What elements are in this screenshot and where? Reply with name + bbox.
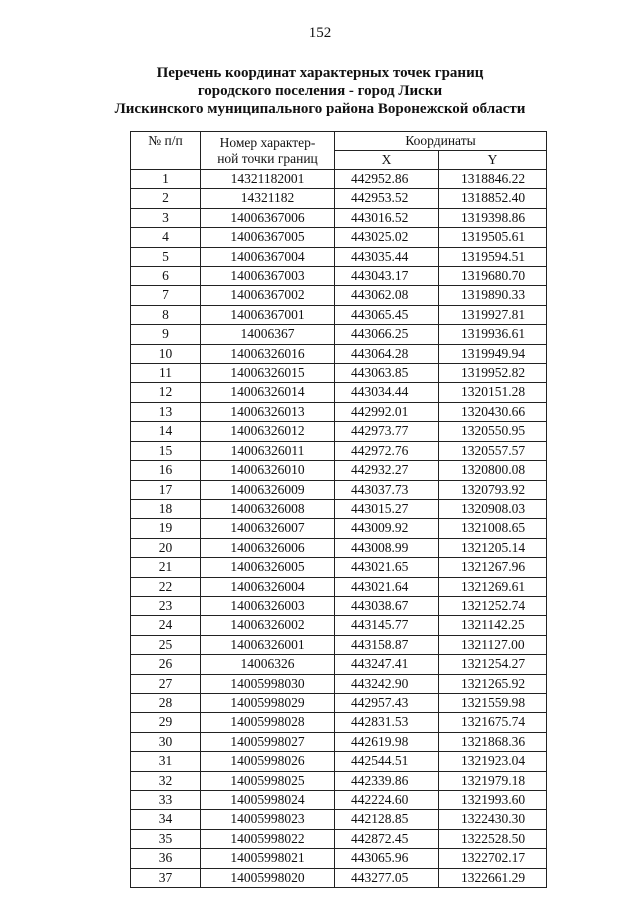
table-row <box>131 228 547 247</box>
cell-x: 442872.45 <box>335 829 439 848</box>
cell-x: 443021.65 <box>335 558 439 577</box>
cell-row-number: 11 <box>131 364 201 383</box>
cell-point-number: 14005998027 <box>201 732 335 751</box>
cell-row-number: 29 <box>131 713 201 732</box>
table-row <box>131 441 547 460</box>
header-point-number <box>201 132 335 170</box>
cell-x: 443063.85 <box>335 364 439 383</box>
cell-row-number: 18 <box>131 499 201 518</box>
cell-y: 1321923.04 <box>439 752 547 771</box>
header-row-number: № п/п <box>131 132 201 170</box>
cell-y: 1319890.33 <box>439 286 547 305</box>
cell-row-number: 26 <box>131 655 201 674</box>
table-row <box>131 810 547 829</box>
cell-row-number: 9 <box>131 325 201 344</box>
table-row <box>131 868 547 887</box>
cell-x: 442224.60 <box>335 791 439 810</box>
cell-row-number: 8 <box>131 305 201 324</box>
cell-row-number: 25 <box>131 635 201 654</box>
cell-y: 1321675.74 <box>439 713 547 732</box>
table-header <box>131 132 547 170</box>
cell-row-number: 5 <box>131 247 201 266</box>
table-row <box>131 655 547 674</box>
cell-row-number: 1 <box>131 170 201 189</box>
cell-y: 1321267.96 <box>439 558 547 577</box>
cell-x: 443008.99 <box>335 538 439 557</box>
cell-y: 1321265.92 <box>439 674 547 693</box>
cell-x: 442972.76 <box>335 441 439 460</box>
cell-y: 1319952.82 <box>439 364 547 383</box>
cell-x: 443009.92 <box>335 519 439 538</box>
cell-row-number: 6 <box>131 267 201 286</box>
cell-point-number: 14006326001 <box>201 635 335 654</box>
cell-x: 442952.86 <box>335 170 439 189</box>
cell-x: 442957.43 <box>335 693 439 712</box>
cell-point-number: 14006326006 <box>201 538 335 557</box>
table-row <box>131 170 547 189</box>
table-row <box>131 461 547 480</box>
table-row <box>131 286 547 305</box>
table-row <box>131 674 547 693</box>
cell-row-number: 13 <box>131 402 201 421</box>
table-row <box>131 771 547 790</box>
cell-row-number: 31 <box>131 752 201 771</box>
page-number: 152 <box>308 25 332 41</box>
cell-row-number: 2 <box>131 189 201 208</box>
table-row <box>131 344 547 363</box>
cell-row-number: 21 <box>131 558 201 577</box>
table-row <box>131 538 547 557</box>
cell-row-number: 16 <box>131 461 201 480</box>
table-row <box>131 305 547 324</box>
cell-row-number: 27 <box>131 674 201 693</box>
cell-x: 443035.44 <box>335 247 439 266</box>
cell-point-number: 14005998026 <box>201 752 335 771</box>
cell-y: 1319398.86 <box>439 208 547 227</box>
table-row <box>131 596 547 615</box>
cell-point-number: 14006326 <box>201 655 335 674</box>
cell-y: 1319680.70 <box>439 267 547 286</box>
cell-y: 1321979.18 <box>439 771 547 790</box>
table-row <box>131 752 547 771</box>
cell-row-number: 4 <box>131 228 201 247</box>
table-row <box>131 693 547 712</box>
cell-y: 1319594.51 <box>439 247 547 266</box>
cell-x: 443034.44 <box>335 383 439 402</box>
cell-x: 442953.52 <box>335 189 439 208</box>
cell-x: 442619.98 <box>335 732 439 751</box>
cell-x: 443037.73 <box>335 480 439 499</box>
cell-y: 1319936.61 <box>439 325 547 344</box>
table-row <box>131 577 547 596</box>
cell-row-number: 20 <box>131 538 201 557</box>
table-row <box>131 422 547 441</box>
cell-y: 1320430.66 <box>439 402 547 421</box>
cell-point-number: 14006326007 <box>201 519 335 538</box>
title-line-2: городского поселения - город Лиски <box>197 83 443 99</box>
cell-y: 1322661.29 <box>439 868 547 887</box>
cell-y: 1322702.17 <box>439 849 547 868</box>
cell-y: 1319505.61 <box>439 228 547 247</box>
document-title <box>0 64 640 118</box>
cell-x: 443247.41 <box>335 655 439 674</box>
table-row <box>131 558 547 577</box>
cell-point-number: 14006326009 <box>201 480 335 499</box>
cell-y: 1321254.27 <box>439 655 547 674</box>
cell-x: 443065.45 <box>335 305 439 324</box>
cell-row-number: 10 <box>131 344 201 363</box>
cell-y: 1321142.25 <box>439 616 547 635</box>
cell-row-number: 35 <box>131 829 201 848</box>
cell-point-number: 14006367002 <box>201 286 335 305</box>
cell-row-number: 14 <box>131 422 201 441</box>
cell-point-number: 14006367 <box>201 325 335 344</box>
cell-row-number: 17 <box>131 480 201 499</box>
cell-row-number: 32 <box>131 771 201 790</box>
cell-point-number: 14006326016 <box>201 344 335 363</box>
cell-y: 1320550.95 <box>439 422 547 441</box>
cell-point-number: 14006326014 <box>201 383 335 402</box>
cell-x: 443043.17 <box>335 267 439 286</box>
cell-y: 1321252.74 <box>439 596 547 615</box>
cell-y: 1320908.03 <box>439 499 547 518</box>
cell-x: 443066.25 <box>335 325 439 344</box>
table-row <box>131 713 547 732</box>
cell-point-number: 14006326004 <box>201 577 335 596</box>
cell-y: 1321205.14 <box>439 538 547 557</box>
cell-x: 442932.27 <box>335 461 439 480</box>
cell-point-number: 14005998024 <box>201 791 335 810</box>
cell-y: 1320800.08 <box>439 461 547 480</box>
cell-row-number: 22 <box>131 577 201 596</box>
table-row <box>131 189 547 208</box>
table-row <box>131 732 547 751</box>
cell-y: 1321868.36 <box>439 732 547 751</box>
cell-x: 443065.96 <box>335 849 439 868</box>
header-coordinates: Координаты <box>335 132 547 151</box>
title-line-1: Перечень координат характерных точек границ <box>156 65 484 81</box>
cell-x: 443064.28 <box>335 344 439 363</box>
table-row <box>131 791 547 810</box>
cell-x: 442831.53 <box>335 713 439 732</box>
table-row <box>131 208 547 227</box>
cell-point-number: 14005998030 <box>201 674 335 693</box>
table-row <box>131 849 547 868</box>
cell-point-number: 14006326012 <box>201 422 335 441</box>
cell-y: 1320151.28 <box>439 383 547 402</box>
coordinates-table <box>130 131 547 888</box>
cell-point-number: 14006326011 <box>201 441 335 460</box>
cell-row-number: 12 <box>131 383 201 402</box>
cell-row-number: 23 <box>131 596 201 615</box>
cell-point-number: 14006326010 <box>201 461 335 480</box>
title-line-3: Лискинского муниципального района Воронежской области <box>114 101 526 117</box>
cell-x: 443038.67 <box>335 596 439 615</box>
cell-row-number: 24 <box>131 616 201 635</box>
cell-point-number: 14005998029 <box>201 693 335 712</box>
cell-x: 442128.85 <box>335 810 439 829</box>
cell-x: 442339.86 <box>335 771 439 790</box>
cell-point-number: 14006367006 <box>201 208 335 227</box>
cell-x: 443062.08 <box>335 286 439 305</box>
table-row <box>131 402 547 421</box>
cell-y: 1321269.61 <box>439 577 547 596</box>
cell-x: 443015.27 <box>335 499 439 518</box>
header-x: X <box>335 151 439 170</box>
cell-row-number: 37 <box>131 868 201 887</box>
cell-y: 1321008.65 <box>439 519 547 538</box>
table-row <box>131 829 547 848</box>
cell-x: 443242.90 <box>335 674 439 693</box>
cell-y: 1322528.50 <box>439 829 547 848</box>
cell-row-number: 7 <box>131 286 201 305</box>
cell-point-number: 14006326002 <box>201 616 335 635</box>
table-row <box>131 383 547 402</box>
cell-point-number: 14005998020 <box>201 868 335 887</box>
cell-x: 443021.64 <box>335 577 439 596</box>
cell-row-number: 30 <box>131 732 201 751</box>
cell-x: 442992.01 <box>335 402 439 421</box>
cell-row-number: 15 <box>131 441 201 460</box>
table-row <box>131 519 547 538</box>
cell-y: 1319949.94 <box>439 344 547 363</box>
cell-point-number: 14006367005 <box>201 228 335 247</box>
table-row <box>131 616 547 635</box>
cell-point-number: 14005998021 <box>201 849 335 868</box>
cell-point-number: 14006326008 <box>201 499 335 518</box>
cell-x: 443025.02 <box>335 228 439 247</box>
cell-point-number: 14006367003 <box>201 267 335 286</box>
cell-row-number: 34 <box>131 810 201 829</box>
cell-point-number: 14006326003 <box>201 596 335 615</box>
cell-y: 1320793.92 <box>439 480 547 499</box>
cell-point-number: 14006326005 <box>201 558 335 577</box>
cell-row-number: 33 <box>131 791 201 810</box>
cell-row-number: 3 <box>131 208 201 227</box>
cell-point-number: 14005998028 <box>201 713 335 732</box>
cell-y: 1322430.30 <box>439 810 547 829</box>
table-row <box>131 635 547 654</box>
cell-y: 1319927.81 <box>439 305 547 324</box>
table-row <box>131 364 547 383</box>
cell-x: 442973.77 <box>335 422 439 441</box>
cell-x: 443016.52 <box>335 208 439 227</box>
table-row <box>131 247 547 266</box>
cell-x: 442544.51 <box>335 752 439 771</box>
cell-y: 1321993.60 <box>439 791 547 810</box>
cell-row-number: 28 <box>131 693 201 712</box>
cell-y: 1318852.40 <box>439 189 547 208</box>
header-point-line-1: Номер характер- <box>219 134 316 150</box>
cell-y: 1318846.22 <box>439 170 547 189</box>
table-row <box>131 325 547 344</box>
table-row <box>131 267 547 286</box>
cell-point-number: 14005998022 <box>201 829 335 848</box>
cell-row-number: 36 <box>131 849 201 868</box>
cell-x: 443145.77 <box>335 616 439 635</box>
cell-point-number: 14321182001 <box>201 170 335 189</box>
header-y: Y <box>439 151 547 170</box>
cell-y: 1321127.00 <box>439 635 547 654</box>
cell-x: 443277.05 <box>335 868 439 887</box>
cell-y: 1320557.57 <box>439 441 547 460</box>
header-point-line-2: ной точки границ <box>217 150 318 166</box>
cell-point-number: 14006367004 <box>201 247 335 266</box>
cell-point-number: 14005998025 <box>201 771 335 790</box>
cell-point-number: 14005998023 <box>201 810 335 829</box>
cell-point-number: 14321182 <box>201 189 335 208</box>
table-row <box>131 480 547 499</box>
cell-row-number: 19 <box>131 519 201 538</box>
cell-point-number: 14006326013 <box>201 402 335 421</box>
cell-x: 443158.87 <box>335 635 439 654</box>
cell-y: 1321559.98 <box>439 693 547 712</box>
table-body <box>131 170 547 888</box>
table-row <box>131 499 547 518</box>
cell-point-number: 14006326015 <box>201 364 335 383</box>
cell-point-number: 14006367001 <box>201 305 335 324</box>
